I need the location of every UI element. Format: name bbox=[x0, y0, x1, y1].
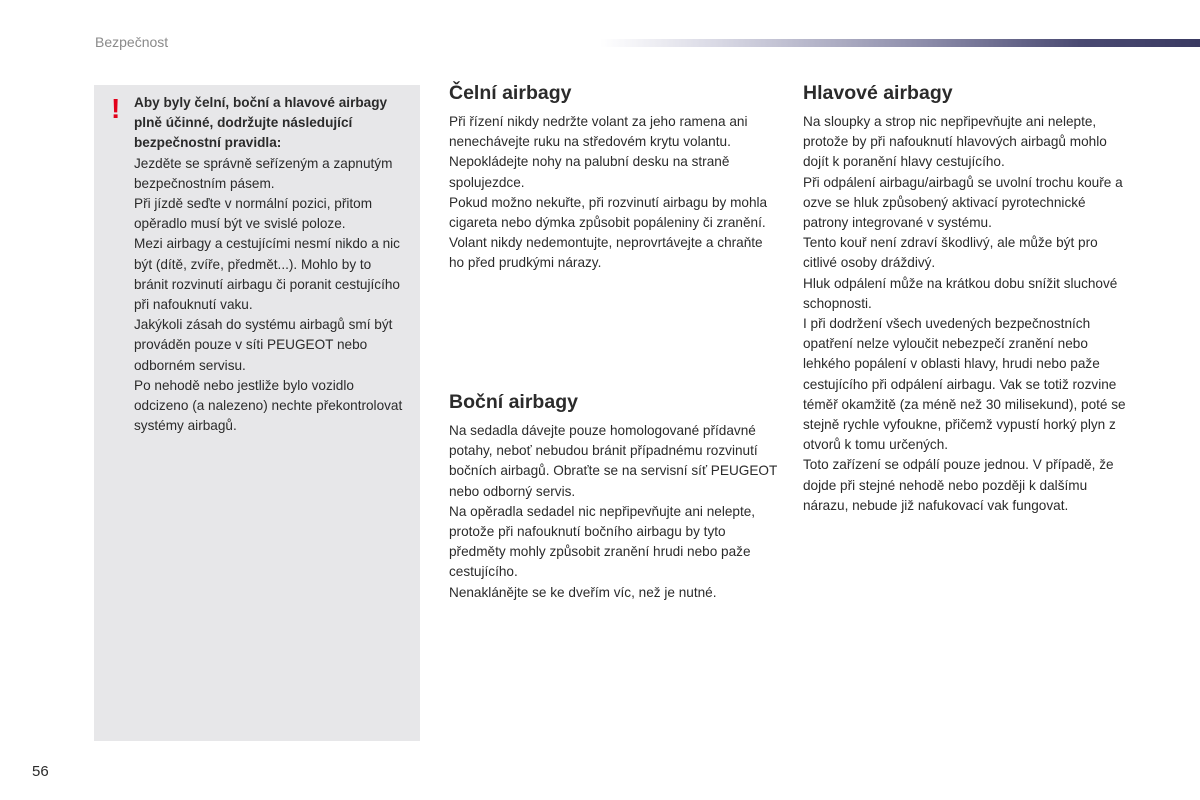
curtain-paragraph: I při dodržení všech uvedených bezpečnostních opatření nelze vyloučit nebezpečí zranění nebo lehkého popálení v oblasti hlavy, hrudi nebo paže cestujícího při odpálení airbagu. Vak se totiž rozvine téměř okamžitě (za méně než 30 milisekund), poté se stejně rychle vyfoukne, přičemž vypustí horký plyn z otvorů k tomu určených. bbox=[803, 316, 1126, 453]
curtain-paragraph: Tento kouř není zdraví škodlivý, ale může být pro citlivé osoby dráždivý. bbox=[803, 235, 1098, 271]
frontal-airbags-section bbox=[449, 80, 779, 274]
warning-paragraph: Mezi airbagy a cestujícími nesmí nikdo a nic být (dítě, zvíře, předmět...). Mohlo by to bránit rozvinutí airbagu či poranit cestujícího při nafouknutí vaku. bbox=[134, 236, 400, 313]
lateral-airbags-title: Boční airbagy bbox=[449, 391, 578, 413]
frontal-airbags-title: Čelní airbagy bbox=[449, 82, 572, 104]
lateral-paragraph: Na opěradla sedadel nic nepřipevňujte ani nelepte, protože při nafouknutí bočního airbagu by tyto předměty mohly způsobit zranění hrudi nebo paže cestujícího. bbox=[449, 503, 756, 580]
page-number: 56 bbox=[32, 763, 49, 780]
warning-lead: Aby byly čelní, boční a hlavové airbagy plně účinné, dodržujte následující bezpečnostní pravidla: bbox=[134, 95, 388, 151]
lateral-paragraph: Nenaklánějte se ke dveřím víc, než je nutné. bbox=[449, 584, 717, 600]
curtain-paragraph: Na sloupky a strop nic nepřipevňujte ani nelepte, protože by při nafouknutí hlavových airbagů mohlo dojít k poranění hlavy cestujícího. bbox=[803, 114, 1107, 170]
exclamation-icon: ! bbox=[111, 93, 121, 124]
curtain-airbags-title: Hlavové airbagy bbox=[803, 82, 953, 104]
warning-paragraph: Jezděte se správně seřízeným a zapnutým bezpečnostním pásem. bbox=[134, 155, 393, 191]
warning-box bbox=[94, 85, 420, 741]
curtain-paragraph: Při odpálení airbagu/airbagů se uvolní trochu kouře a ozve se hluk způsobený aktivací pyrotechnické patrony integrované v systému. bbox=[803, 174, 1123, 231]
warning-text bbox=[134, 154, 406, 437]
frontal-paragraph: Při řízení nikdy nedržte volant za jeho ramena ani nenechávejte ruku na středovém krytu volantu. bbox=[449, 114, 748, 150]
warning-paragraph: Jakýkoli zásah do systému airbagů smí být prováděn pouze v síti PEUGEOT nebo odborném servisu. bbox=[134, 317, 393, 373]
curtain-airbags-section bbox=[803, 80, 1133, 516]
frontal-paragraph: Volant nikdy nedemontujte, neprovrtávejte a chraňte ho před prudkými nárazy. bbox=[449, 235, 763, 271]
lateral-paragraph: Na sedadla dávejte pouze homologované přídavné potahy, neboť nebudou bránit případnému rozvinutí bočních airbagů. Obraťte se na servisní síť PEUGEOT nebo odborný servis. bbox=[449, 423, 778, 499]
section-header: Bezpečnost bbox=[95, 34, 169, 50]
warning-paragraph: Při jízdě seďte v normální pozici, přitom opěradlo musí být ve svislé poloze. bbox=[134, 196, 373, 232]
curtain-paragraph: Hluk odpálení může na krátkou dobu snížit sluchové schopnosti. bbox=[803, 275, 1118, 311]
header-gradient-bar bbox=[600, 39, 1200, 47]
frontal-paragraph: Nepokládejte nohy na palubní desku na straně spolujezdce. bbox=[449, 154, 730, 190]
curtain-paragraph: Toto zařízení se odpálí pouze jednou. V případě, že dojde při stejné nehodě nebo později k dalšímu nárazu, nebude již nafukovací vak fungovat. bbox=[803, 457, 1114, 513]
lateral-airbags-section bbox=[449, 389, 779, 603]
frontal-paragraph: Pokud možno nekuřte, při rozvinutí airbagu by mohla cigareta nebo dýmka způsobit popáleniny či zranění. bbox=[449, 194, 768, 231]
warning-paragraph: Po nehodě nebo jestliže bylo vozidlo odcizeno (a nalezeno) nechte překontrolovat systémy airbagů. bbox=[134, 377, 403, 434]
